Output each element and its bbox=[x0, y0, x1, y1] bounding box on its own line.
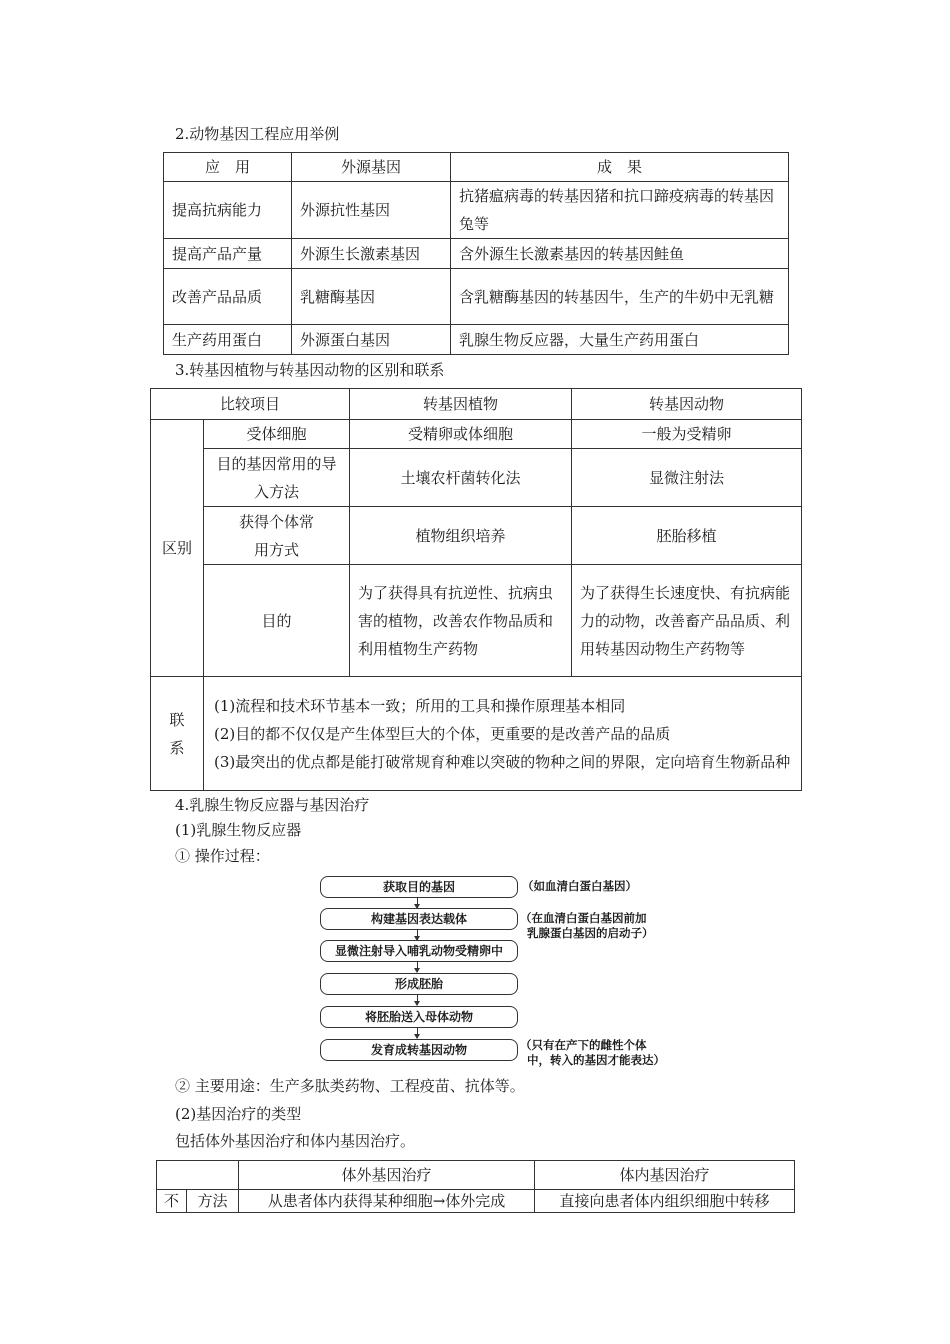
link-label bbox=[151, 677, 204, 791]
table-header: 应 用 bbox=[164, 153, 292, 182]
table-cell: 含乳糖酶基因的转基因牛，生产的牛奶中无乳糖 bbox=[451, 269, 789, 325]
section-4-heading: 4.乳腺生物反应器与基因治疗 bbox=[175, 796, 370, 814]
main-uses: ② 主要用途：生产多肽类药物、工程疫苗、抗体等。 bbox=[175, 1077, 525, 1095]
table-header: 体内基因治疗 bbox=[535, 1161, 795, 1190]
table-header: 转基因植物 bbox=[350, 389, 572, 420]
table-cell: 为了获得生长速度快、有抗病能力的动物，改善畜产品品质、利用转基因动物生产药物等 bbox=[572, 565, 802, 677]
flow-step-3: 显微注射导入哺乳动物受精卵中 bbox=[320, 940, 518, 962]
table-cell: 一般为受精卵 bbox=[572, 420, 802, 449]
table-cell: 土壤农杆菌转化法 bbox=[350, 449, 572, 507]
plant-animal-comparison-table bbox=[150, 388, 802, 791]
table-cell: 获得个体常用方式 bbox=[204, 507, 350, 565]
table-cell: 外源抗性基因 bbox=[292, 182, 451, 239]
section-3-heading: 3.转基因植物与转基因动物的区别和联系 bbox=[175, 361, 445, 379]
flow-note-1: （如血清白蛋白基因） bbox=[522, 879, 637, 893]
gene-therapy-table bbox=[156, 1160, 795, 1213]
flow-step-4: 形成胚胎 bbox=[320, 973, 518, 995]
flow-note-6a: （只有在产下的雌性个体 bbox=[520, 1038, 647, 1052]
link-item: (2)目的都不仅仅是产生体型巨大的个体，更重要的是改善产品的品质 bbox=[214, 724, 671, 743]
table-cell: 直接向患者体内组织细胞中转移 bbox=[535, 1190, 795, 1213]
table-cell: 改善产品品质 bbox=[164, 269, 292, 325]
link-label-2: 系 bbox=[169, 738, 185, 757]
subsection-2: (2)基因治疗的类型 bbox=[175, 1105, 302, 1123]
flow-step-2: 构建基因表达载体 bbox=[320, 908, 518, 930]
table-cell: 不 bbox=[157, 1190, 187, 1213]
table-header bbox=[157, 1161, 239, 1190]
table-cell: 受精卵或体细胞 bbox=[350, 420, 572, 449]
flow-note-6b: 中，转入的基因才能表达） bbox=[527, 1053, 665, 1067]
table-cell: 提高产品产量 bbox=[164, 239, 292, 269]
table-cell: 目的 bbox=[204, 565, 350, 677]
table-header: 外源基因 bbox=[292, 153, 451, 182]
arrow-down-icon bbox=[417, 930, 418, 940]
animal-gene-engineering-table bbox=[163, 152, 789, 355]
table-cell: 外源生长激素基因 bbox=[292, 239, 451, 269]
table-cell: 生产药用蛋白 bbox=[164, 325, 292, 355]
step-title: ① 操作过程： bbox=[175, 847, 270, 865]
link-item: (3)最突出的优点都是能打破常规育种难以突破的物种之间的界限，定向培育生物新品种 bbox=[214, 752, 791, 771]
table-cell: 胚胎移植 bbox=[572, 507, 802, 565]
section-2-heading: 2.动物基因工程应用举例 bbox=[175, 125, 340, 143]
arrow-down-icon bbox=[417, 1028, 418, 1038]
link-item: (1)流程和技术环节基本一致；所用的工具和操作原理基本相同 bbox=[214, 696, 626, 715]
arrow-down-icon bbox=[417, 962, 418, 972]
link-label-1: 联 bbox=[169, 710, 185, 729]
table-cell: 外源蛋白基因 bbox=[292, 325, 451, 355]
flow-step-5: 将胚胎送入母体动物 bbox=[320, 1006, 518, 1028]
table-cell: 乳糖酶基因 bbox=[292, 269, 451, 325]
flow-step-6: 发育成转基因动物 bbox=[320, 1039, 518, 1061]
table-cell: 目的基因常用的导入方法 bbox=[204, 449, 350, 507]
table-cell: 乳腺生物反应器，大量生产药用蛋白 bbox=[451, 325, 789, 355]
link-content bbox=[204, 677, 802, 791]
table-cell: 从患者体内获得某种细胞→体外完成 bbox=[239, 1190, 535, 1213]
table-cell: 植物组织培养 bbox=[350, 507, 572, 565]
arrow-down-icon bbox=[417, 995, 418, 1005]
table-header: 比较项目 bbox=[151, 389, 350, 420]
table-header: 成 果 bbox=[451, 153, 789, 182]
table-cell: 为了获得具有抗逆性、抗病虫害的植物，改善农作物品质和利用植物生产药物 bbox=[350, 565, 572, 677]
table-header: 转基因动物 bbox=[572, 389, 802, 420]
arrow-down-icon bbox=[417, 898, 418, 908]
subsection-1: (1)乳腺生物反应器 bbox=[175, 821, 302, 839]
table-header: 体外基因治疗 bbox=[239, 1161, 535, 1190]
flow-note-2b: 乳腺蛋白基因的启动子） bbox=[527, 926, 654, 940]
table-cell: 受体细胞 bbox=[204, 420, 350, 449]
flow-step-1: 获取目的基因 bbox=[320, 876, 518, 898]
table-cell: 方法 bbox=[187, 1190, 239, 1213]
table-cell: 含外源生长激素基因的转基因鲑鱼 bbox=[451, 239, 789, 269]
table-cell: 显微注射法 bbox=[572, 449, 802, 507]
table-cell: 抗猪瘟病毒的转基因猪和抗口蹄疫病毒的转基因兔等 bbox=[451, 182, 789, 239]
flow-note-2a: （在血清白蛋白基因前加 bbox=[520, 911, 647, 925]
therapy-types: 包括体外基因治疗和体内基因治疗。 bbox=[175, 1132, 416, 1150]
table-cell: 提高抗病能力 bbox=[164, 182, 292, 239]
diff-label: 区别 bbox=[151, 420, 204, 677]
